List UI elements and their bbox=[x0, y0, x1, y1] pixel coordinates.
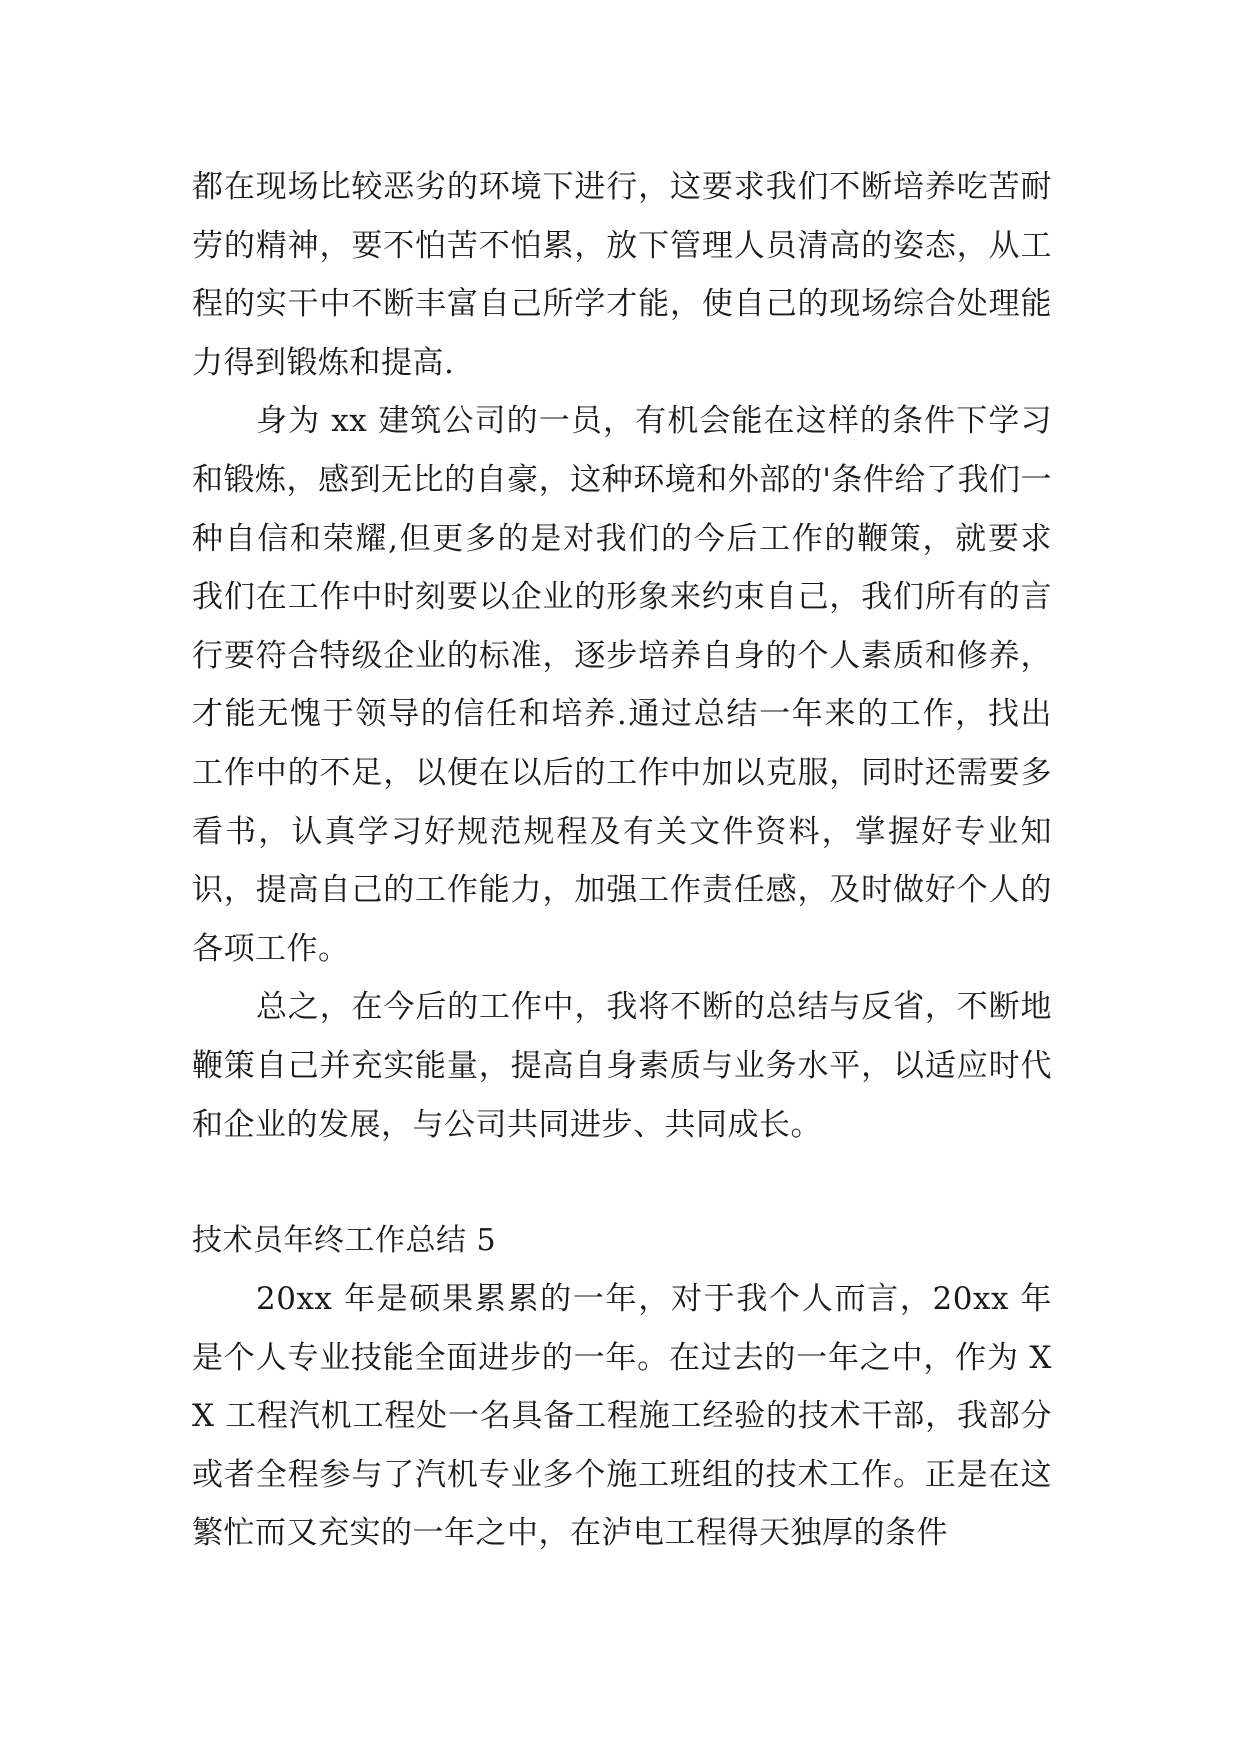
paragraph-section-intro: 20xx 年是硕果累累的一年，对于我个人而言，20xx 年是个人专业技能全面进步的一年。在过去的一年之中，作为 XX 工程汽机工程处一名具备工程施工经验的技术干部，我部分或者全程参与了汽机专业多个施工班组的技术工作。正是在这繁忙而又充实的一年之中，在泸电工程得天独厚的条件 bbox=[192, 1281, 1052, 1552]
document-body bbox=[192, 158, 1052, 1563]
paragraph-continuation: 都在现场比较恶劣的环境下进行，这要求我们不断培养吃苦耐劳的精神，要不怕苦不怕累，放下管理人员清高的姿态，从工程的实干中不断丰富自己所学才能，使自己的现场综合处理能力得到锻炼和提高. bbox=[192, 169, 1052, 381]
paragraph-company-member: 身为 xx 建筑公司的一员，有机会能在这样的条件下学习和锻炼，感到无比的自豪，这种环境和外部的'条件给了我们一种自信和荣耀,但更多的是对我们的今后工作的鞭策，就要求我们在工作中时刻要以企业的形象来约束自己，我们所有的言行要符合特级企业的标准，逐步培养自身的个人素质和修养，才能无愧于领导的信任和培养.通过总结一年来的工作，找出工作中的不足，以便在以后的工作中加以克服，同时还需要多看书，认真学习好规范规程及有关文件资料，掌握好专业知识，提高自己的工作能力，加强工作责任感，及时做好个人的各项工作。 bbox=[192, 403, 1052, 967]
paragraph-conclusion: 总之，在今后的工作中，我将不断的总结与反省，不断地鞭策自己并充实能量，提高自身素质与业务水平，以适应时代和企业的发展，与公司共同进步、共同成长。 bbox=[192, 989, 1052, 1143]
section-title: 技术员年终工作总结 5 bbox=[192, 1223, 497, 1259]
